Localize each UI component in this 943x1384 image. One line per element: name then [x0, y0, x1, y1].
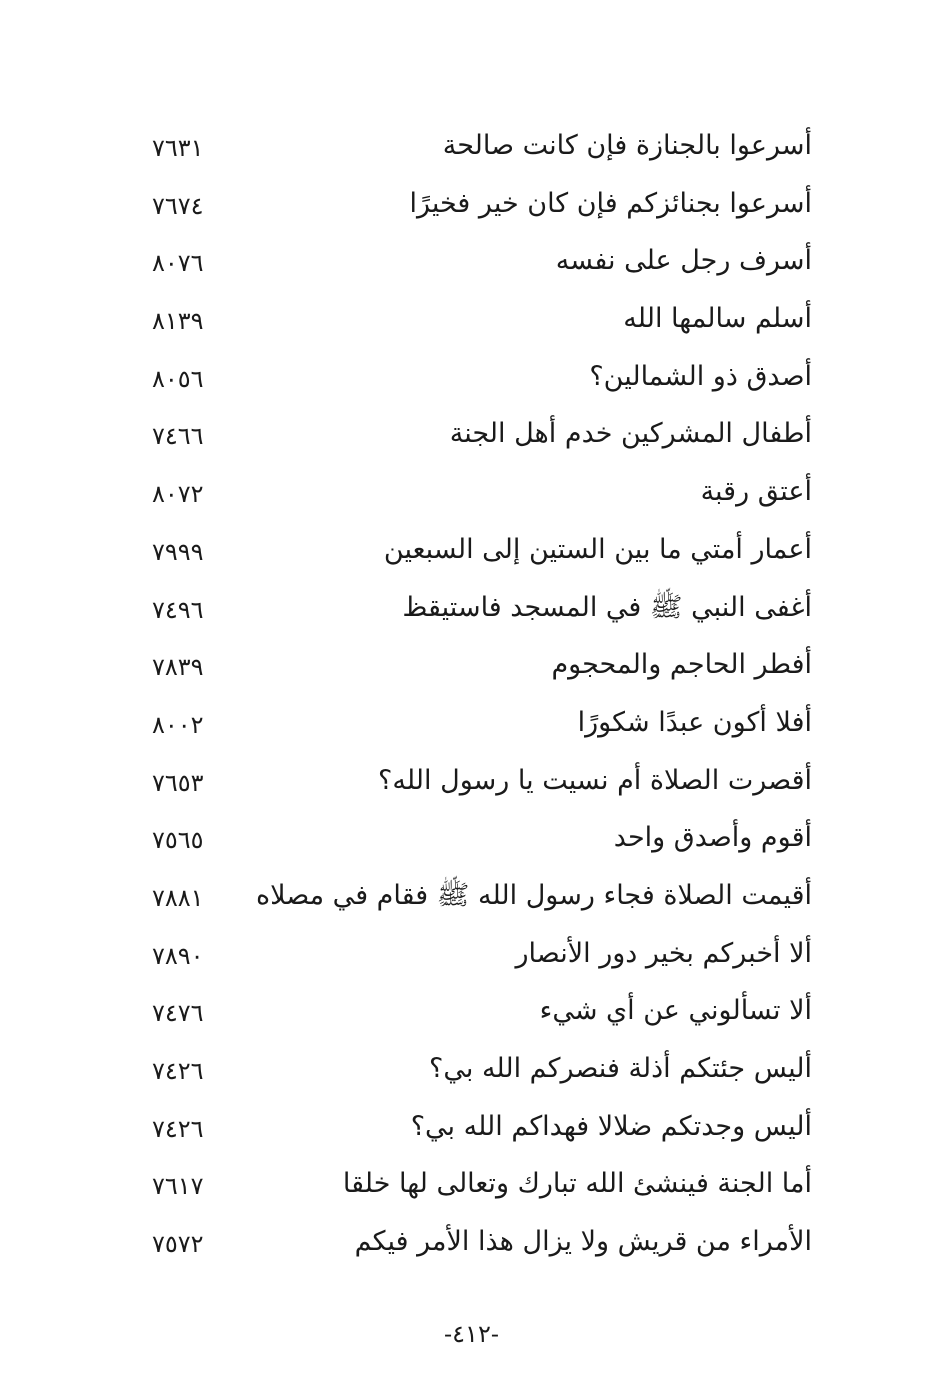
entry-number: ٧٤٧٦ [152, 999, 204, 1028]
index-row [130, 1156, 820, 1214]
entry-text: الأمراء من قريش ولا يزال هذا الأمر فيكم [354, 1226, 812, 1258]
entry-text: أسلم سالمها الله [623, 303, 812, 335]
entry-text: أطفال المشركين خدم أهل الجنة [449, 418, 812, 450]
entry-number: ٧٥٧٢ [152, 1230, 204, 1259]
entry-number: ٧٤٢٦ [152, 1057, 204, 1085]
index-row [130, 983, 820, 1041]
index-row [130, 406, 820, 464]
entry-number: ٧٨٣٩ [152, 653, 204, 682]
entry-number: ٧٦٣١ [152, 134, 204, 162]
page-number: -٤١٢- [444, 1320, 499, 1348]
index-row [130, 753, 820, 811]
index-row [130, 522, 820, 580]
entry-text: أقصرت الصلاة أم نسيت يا رسول الله؟ [378, 764, 812, 796]
entry-text: أليس جئتكم أذلة فنصركم الله بي؟ [429, 1053, 812, 1084]
entry-text: أسرف رجل على نفسه [555, 245, 812, 277]
entry-number: ٧٨٨١ [152, 883, 204, 912]
entry-number: ٧٩٩٩ [152, 537, 204, 566]
index-row [130, 291, 820, 349]
entry-number: ٨٠٧٦ [152, 249, 204, 278]
entry-text: أقيمت الصلاة فجاء رسول الله ﷺ فقام في مصلاه [255, 879, 812, 911]
entry-text: أصدق ذو الشمالين؟ [589, 360, 812, 392]
index-row [130, 637, 820, 695]
entry-text: أليس وجدتكم ضلالا فهداكم الله بي؟ [410, 1110, 812, 1142]
index-row [130, 233, 820, 291]
hadith-index-list [130, 118, 820, 1272]
entry-number: ٧٤٩٦ [152, 595, 204, 624]
entry-number: ٧٦١٧ [152, 1172, 204, 1201]
index-row [130, 349, 820, 407]
entry-number: ٧٦٧٤ [152, 191, 204, 220]
entry-text: أعتق رقبة [700, 476, 812, 508]
entry-text: أقوم وأصدق واحد [613, 822, 812, 854]
entry-number: ٨٠٥٦ [152, 364, 204, 393]
entry-text: أسرعوا بجنائزكم فإن كان خير فخيرًا [409, 187, 812, 219]
entry-number: ٨١٣٩ [152, 307, 204, 336]
entry-text: أعمار أمتي ما بين الستين إلى السبعين [383, 533, 812, 565]
index-row [130, 1099, 820, 1157]
index-row [130, 580, 820, 638]
entry-text: أفلا أكون عبدًا شكورًا [577, 706, 812, 738]
index-row [130, 926, 820, 984]
entry-text: ألا تسألوني عن أي شيء [539, 995, 812, 1027]
index-row [130, 1041, 820, 1099]
index-row [130, 695, 820, 753]
entry-number: ٧٥٦٥ [152, 826, 204, 855]
entry-text: أفطر الحاجم والمحجوم [551, 649, 812, 681]
entry-text: أسرعوا بالجنازة فإن كانت صالحة [442, 130, 812, 161]
entry-number: ٧٤٦٦ [152, 422, 204, 451]
entry-number: ٧٤٢٦ [152, 1114, 204, 1143]
entry-text: أما الجنة فينشئ الله تبارك وتعالى لها خلقا [342, 1168, 812, 1200]
entry-number: ٨٠٠٢ [152, 710, 204, 739]
index-row [130, 868, 820, 926]
index-row [130, 464, 820, 522]
index-row [130, 1214, 820, 1272]
entry-text: ألا أخبركم بخير دور الأنصار [515, 937, 812, 969]
index-row [130, 176, 820, 234]
entry-number: ٧٦٥٣ [152, 768, 204, 797]
index-row [130, 810, 820, 868]
index-row [130, 118, 820, 176]
entry-number: ٨٠٧٢ [152, 480, 204, 509]
entry-text: أغفى النبي ﷺ في المسجد فاستيقظ [402, 591, 812, 623]
entry-number: ٧٨٩٠ [152, 941, 204, 970]
